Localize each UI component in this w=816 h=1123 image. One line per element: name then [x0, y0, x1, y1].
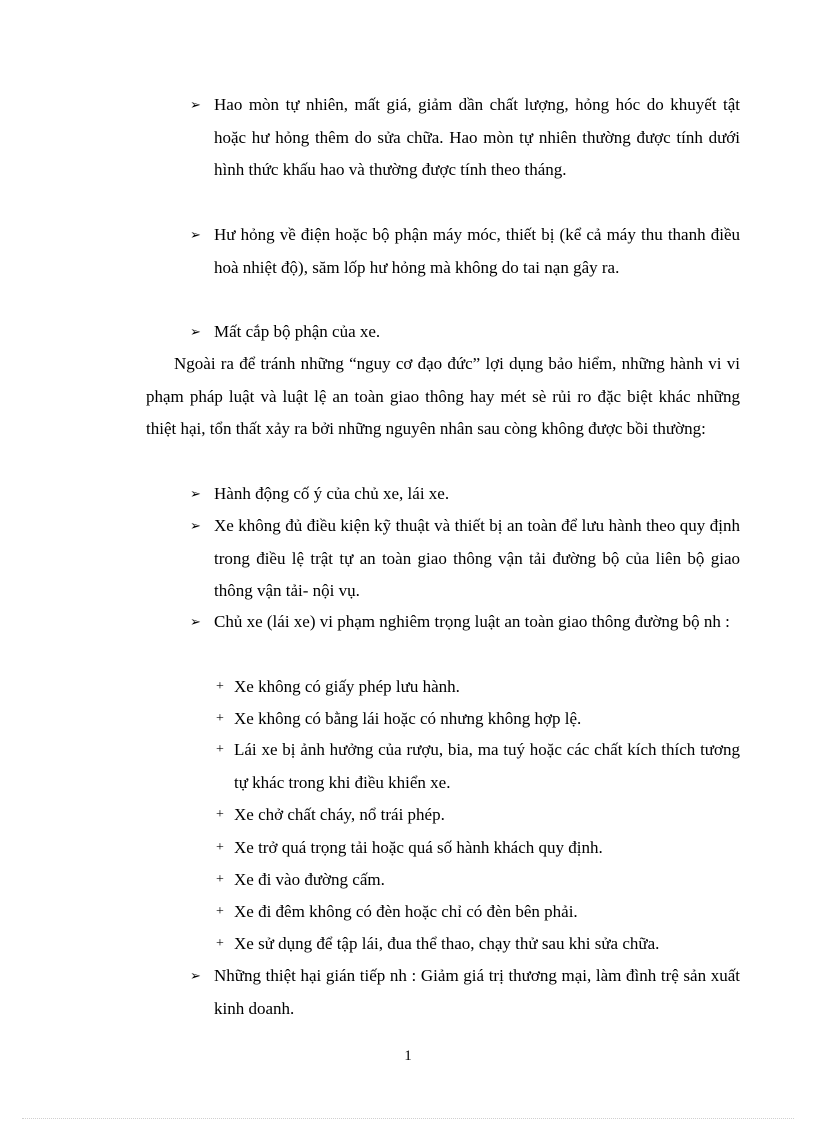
- sub-item: [216, 734, 740, 799]
- bullet-text: Chủ xe (lái xe) vi phạm nghiêm trọng luật an toàn giao thông đường bộ nh :: [214, 612, 730, 631]
- plus-bullet-icon: +: [216, 904, 224, 919]
- bullet-text: Hư hỏng về điện hoặc bộ phận máy móc, thiết bị (kể cả máy thu thanh điều hoà nhiệt độ), săm lốp hư hỏng mà không do tai nạn gây ra.: [214, 225, 740, 277]
- arrow-bullet-icon: ➢: [190, 486, 201, 501]
- plus-bullet-icon: +: [216, 840, 224, 855]
- plus-bullet-icon: +: [216, 936, 224, 951]
- sub-item: [216, 671, 740, 704]
- bullet-item: [160, 316, 740, 349]
- bullet-text: Xe không đủ điều kiện kỹ thuật và thiết bị an toàn để lưu hành theo quy định trong điều lệ trật tự an toàn giao thông vận tải đường bộ của liên bộ giao thông vận tải- nội vụ.: [214, 516, 740, 600]
- sub-item: [216, 928, 740, 961]
- bullet-item: [160, 606, 740, 639]
- sub-item: [216, 703, 740, 736]
- plus-bullet-icon: +: [216, 807, 224, 822]
- sub-item: [216, 799, 740, 832]
- plus-bullet-icon: +: [216, 742, 224, 757]
- plus-bullet-icon: +: [216, 679, 224, 694]
- arrow-bullet-icon: ➢: [190, 518, 201, 533]
- sub-item-text: Xe trở quá trọng tải hoặc quá số hành khách quy định.: [234, 838, 603, 857]
- sub-item: [216, 896, 740, 929]
- sub-item: [216, 864, 740, 897]
- arrow-bullet-icon: ➢: [190, 97, 201, 112]
- sub-item-text: Xe chở chất cháy, nổ trái phép.: [234, 805, 445, 824]
- arrow-bullet-icon: ➢: [190, 227, 201, 242]
- page-bottom-divider: [22, 1118, 794, 1119]
- body-paragraph: Ngoài ra để tránh những “nguy cơ đạo đức” lợi dụng bảo hiểm, những hành vi vi phạm pháp luật và luật lệ an toàn giao thông hay mét sè rủi ro đặc biệt khác những thiệt hại, tổn thất xảy ra bởi những nguyên nhân sau còng không được bồi thường:: [146, 354, 740, 438]
- arrow-bullet-icon: ➢: [190, 324, 201, 339]
- plus-bullet-icon: +: [216, 711, 224, 726]
- sub-item-text: Xe không có bằng lái hoặc có nhưng không hợp lệ.: [234, 709, 582, 728]
- bullet-item: [160, 219, 740, 284]
- bullet-text: Những thiệt hại gián tiếp nh : Giảm giá trị thương mại, làm đình trệ sản xuất kinh doanh.: [214, 966, 740, 1018]
- bullet-text: Hao mòn tự nhiên, mất giá, giảm dần chất lượng, hỏng hóc do khuyết tật hoặc hư hỏng thêm do sửa chữa. Hao mòn tự nhiên thường được tính dưới hình thức khấu hao và thường được tính theo tháng.: [214, 95, 740, 179]
- page-number: 1: [404, 1048, 412, 1064]
- sub-item-text: Xe đi vào đường cấm.: [234, 870, 385, 889]
- sub-item-text: Xe đi đêm không có đèn hoặc chỉ có đèn bên phải.: [234, 902, 578, 921]
- plus-bullet-icon: +: [216, 872, 224, 887]
- sub-item-text: Xe không có giấy phép lưu hành.: [234, 677, 460, 696]
- bullet-item: [160, 89, 740, 187]
- sub-item-text: Lái xe bị ảnh hưởng của rượu, bia, ma tuý hoặc các chất kích thích tương tự khác trong khi điều khiển xe.: [234, 740, 740, 792]
- arrow-bullet-icon: ➢: [190, 614, 201, 629]
- bullet-item: [160, 478, 740, 511]
- sub-item: [216, 832, 740, 865]
- arrow-bullet-icon: ➢: [190, 968, 201, 983]
- bullet-text: Mất cắp bộ phận của xe.: [214, 322, 381, 341]
- sub-item-text: Xe sử dụng để tập lái, đua thể thao, chạy thử sau khi sửa chữa.: [234, 934, 660, 953]
- bullet-item: [160, 960, 740, 1025]
- bullet-item: [160, 510, 740, 608]
- bullet-text: Hành động cố ý của chủ xe, lái xe.: [214, 484, 450, 503]
